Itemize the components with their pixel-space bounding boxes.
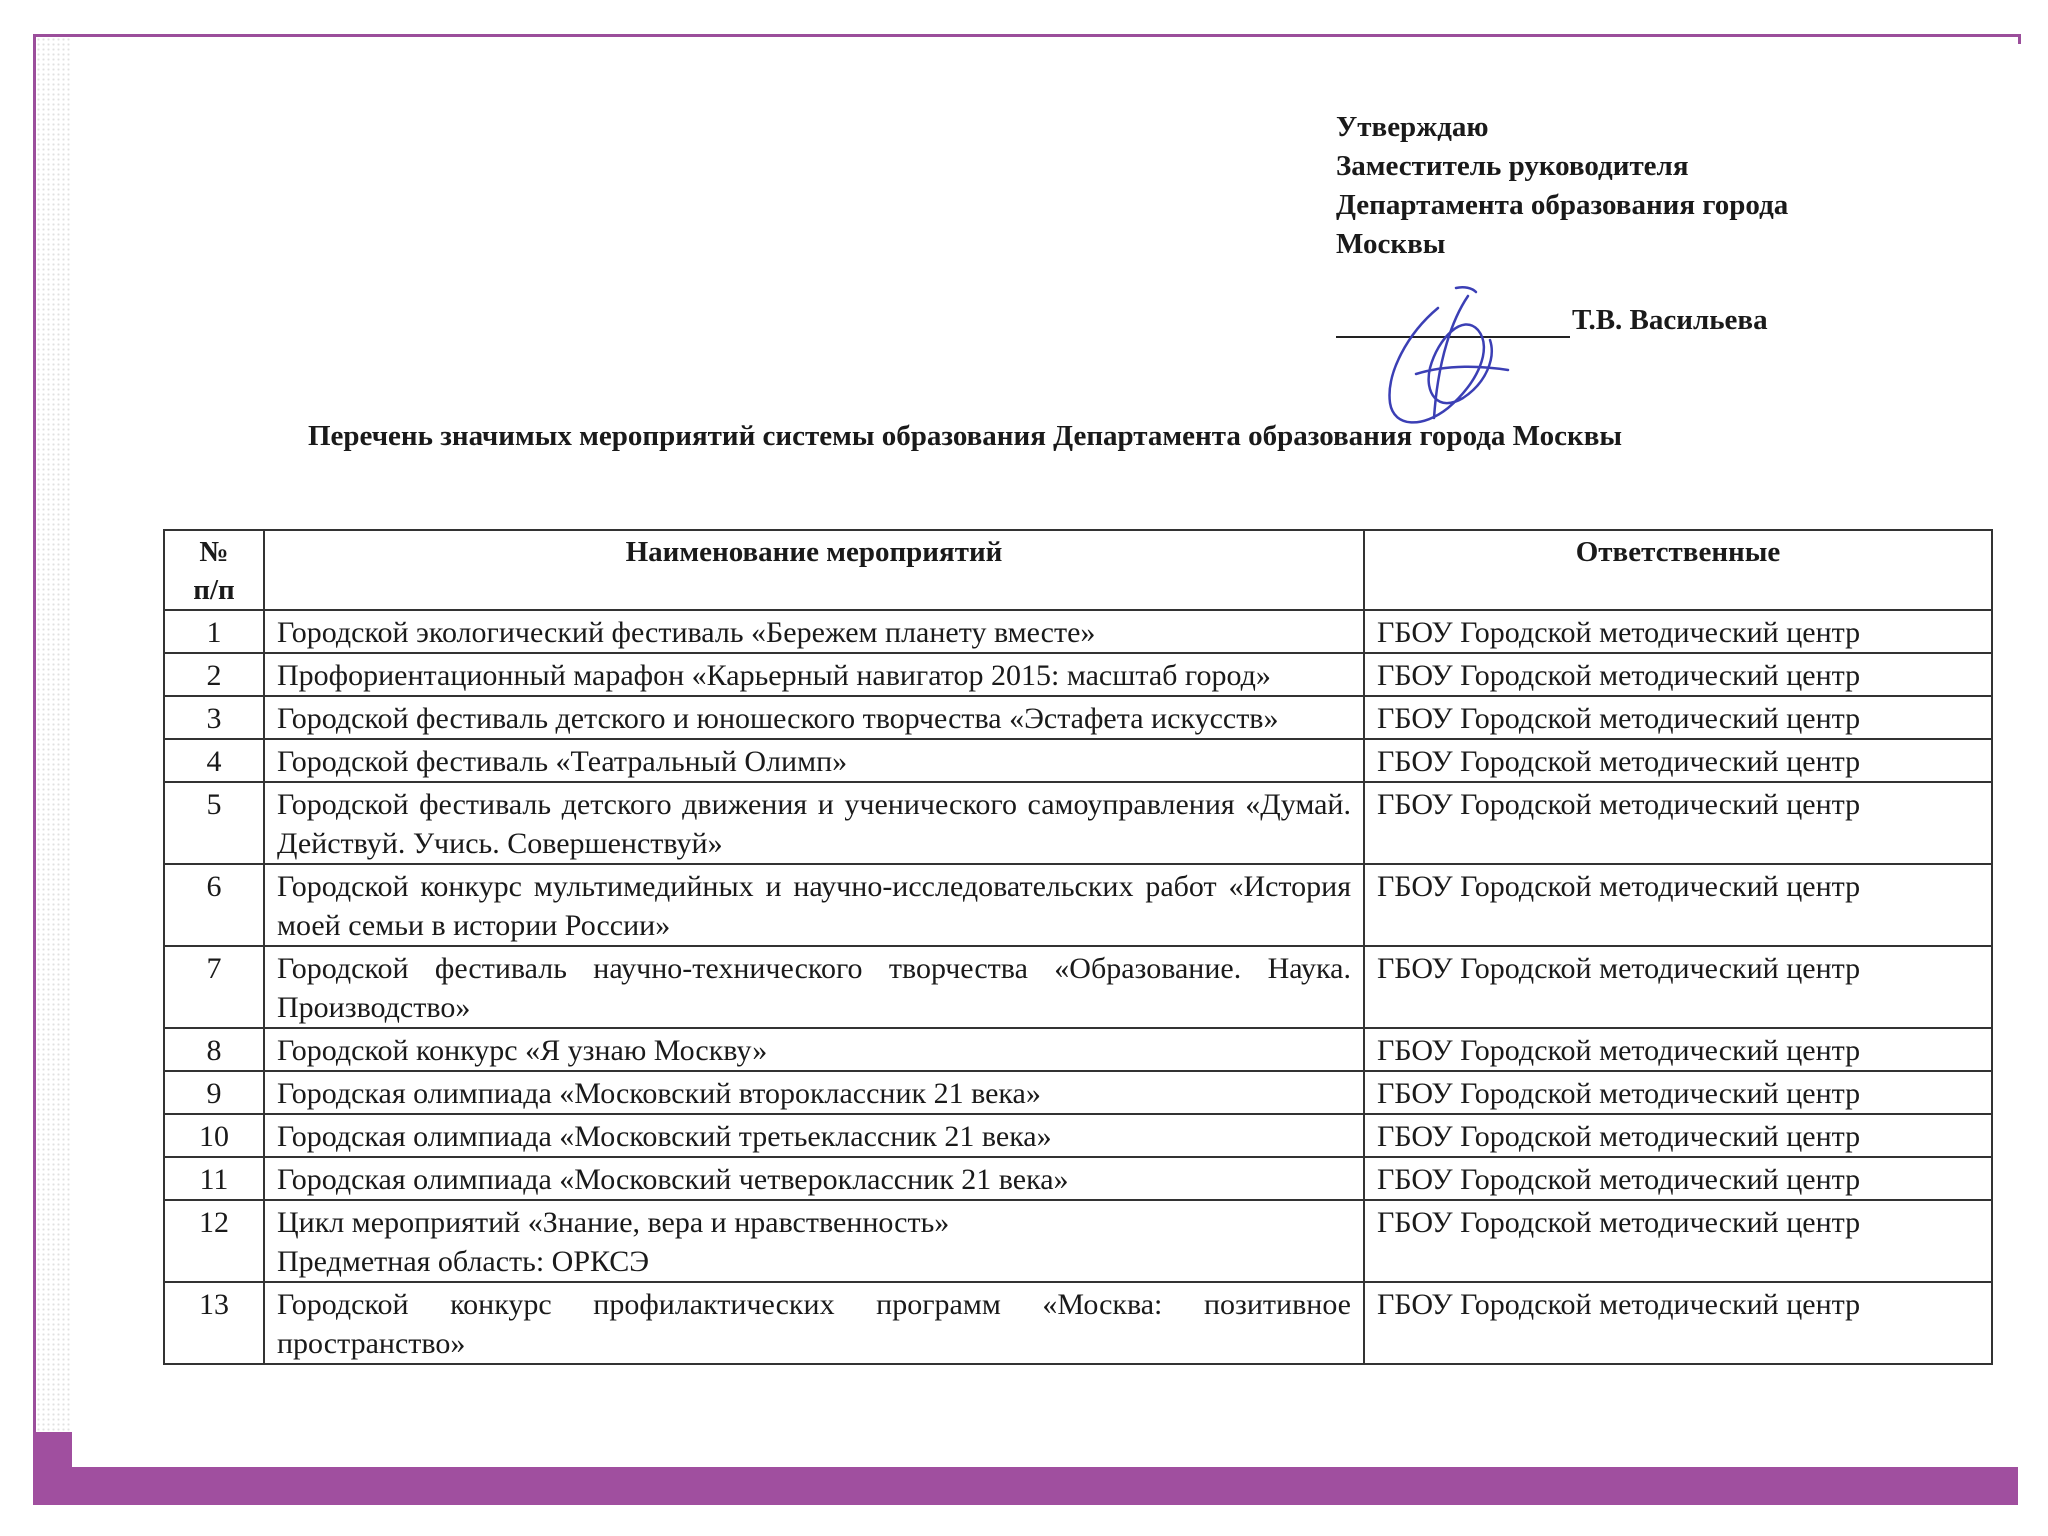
responsible: ГБОУ Городской методический центр [1364, 610, 1992, 653]
event-subject-area: Предметная область: ОРКСЭ [277, 1245, 650, 1278]
handwritten-signature [1368, 278, 1518, 438]
responsible: ГБОУ Городской методический центр [1364, 653, 1992, 696]
row-number: 4 [164, 739, 264, 782]
approval-line: Утверждаю [1336, 111, 1489, 143]
table-row [164, 1157, 1992, 1200]
events-table [163, 529, 1993, 1365]
event-name: Городской экологический фестиваль «Бережем планету вместе» [264, 610, 1364, 653]
table-row [164, 782, 1992, 864]
responsible: ГБОУ Городской методический центр [1364, 864, 1992, 946]
responsible: ГБОУ Городской методический центр [1364, 739, 1992, 782]
row-number: 12 [164, 1200, 264, 1282]
event-name: Городская олимпиада «Московский четвероклассник 21 века» [264, 1157, 1364, 1200]
event-name: Городской фестиваль научно-технического творчества «Образование. Наука. Производство» [264, 946, 1364, 1028]
approval-line: Заместитель руководителя [1336, 150, 1689, 182]
event-name: Городской конкурс «Я узнаю Москву» [264, 1028, 1364, 1071]
signer-name: Т.В. Васильева [1572, 304, 1768, 336]
event-name: Городской конкурс профилактических программ «Москва: позитивное пространство» [264, 1282, 1364, 1364]
row-number: 9 [164, 1071, 264, 1114]
event-name: Городская олимпиада «Московский третьеклассник 21 века» [264, 1114, 1364, 1157]
row-number: 8 [164, 1028, 264, 1071]
document-title: Перечень значимых мероприятий системы образования Департамента образования города Москвы [308, 420, 1623, 452]
row-number: 10 [164, 1114, 264, 1157]
table-row [164, 1071, 1992, 1114]
approval-line: Москвы [1336, 228, 1446, 260]
event-name: Городская олимпиада «Московский второклассник 21 века» [264, 1071, 1364, 1114]
event-name: Городской фестиваль «Театральный Олимп» [264, 739, 1364, 782]
responsible: ГБОУ Городской методический центр [1364, 1071, 1992, 1114]
responsible: ГБОУ Городской методический центр [1364, 1200, 1992, 1282]
approval-line: Департамента образования города [1336, 189, 1789, 221]
event-name: Городской фестиваль детского движения и ученического самоуправления «Думай. Действуй. Учись. Совершенствуй» [264, 782, 1364, 864]
table-row [164, 653, 1992, 696]
responsible: ГБОУ Городской методический центр [1364, 782, 1992, 864]
approval-block [1336, 108, 1896, 264]
responsible: ГБОУ Городской методический центр [1364, 1114, 1992, 1157]
header-number-symbol: № [199, 536, 229, 568]
bottom-left-accent-block [33, 1432, 72, 1505]
table-row [164, 1114, 1992, 1157]
bottom-accent-band [72, 1467, 2018, 1505]
table-row [164, 946, 1992, 1028]
row-number: 13 [164, 1282, 264, 1364]
table-header-row [164, 530, 1992, 610]
table-row [164, 696, 1992, 739]
table-row [164, 1028, 1992, 1071]
event-name: Профориентационный марафон «Карьерный навигатор 2015: масштаб город» [264, 653, 1364, 696]
event-name: Городской конкурс мультимедийных и научно-исследовательских работ «История моей семьи в истории России» [264, 864, 1364, 946]
row-number: 5 [164, 782, 264, 864]
table-row [164, 739, 1992, 782]
row-number: 1 [164, 610, 264, 653]
row-number: 6 [164, 864, 264, 946]
row-number: 11 [164, 1157, 264, 1200]
row-number: 7 [164, 946, 264, 1028]
responsible: ГБОУ Городской методический центр [1364, 696, 1992, 739]
row-number: 3 [164, 696, 264, 739]
row-number: 2 [164, 653, 264, 696]
header-responsible: Ответственные [1364, 530, 1992, 610]
left-border-texture [36, 37, 72, 1432]
event-name [264, 1200, 1364, 1282]
table-row [164, 864, 1992, 946]
table-row [164, 1200, 1992, 1282]
header-number [164, 530, 264, 610]
frame-corner-mark [2008, 34, 2021, 44]
header-event-name: Наименование мероприятий [264, 530, 1364, 610]
event-name-line: Цикл мероприятий «Знание, вера и нравственность» [277, 1206, 950, 1239]
header-number-abbr: п/п [193, 574, 235, 606]
event-name: Городской фестиваль детского и юношеского творчества «Эстафета искусств» [264, 696, 1364, 739]
responsible: ГБОУ Городской методический центр [1364, 1157, 1992, 1200]
table-row [164, 1282, 1992, 1364]
responsible: ГБОУ Городской методический центр [1364, 1282, 1992, 1364]
table-row [164, 610, 1992, 653]
responsible: ГБОУ Городской методический центр [1364, 1028, 1992, 1071]
responsible: ГБОУ Городской методический центр [1364, 946, 1992, 1028]
